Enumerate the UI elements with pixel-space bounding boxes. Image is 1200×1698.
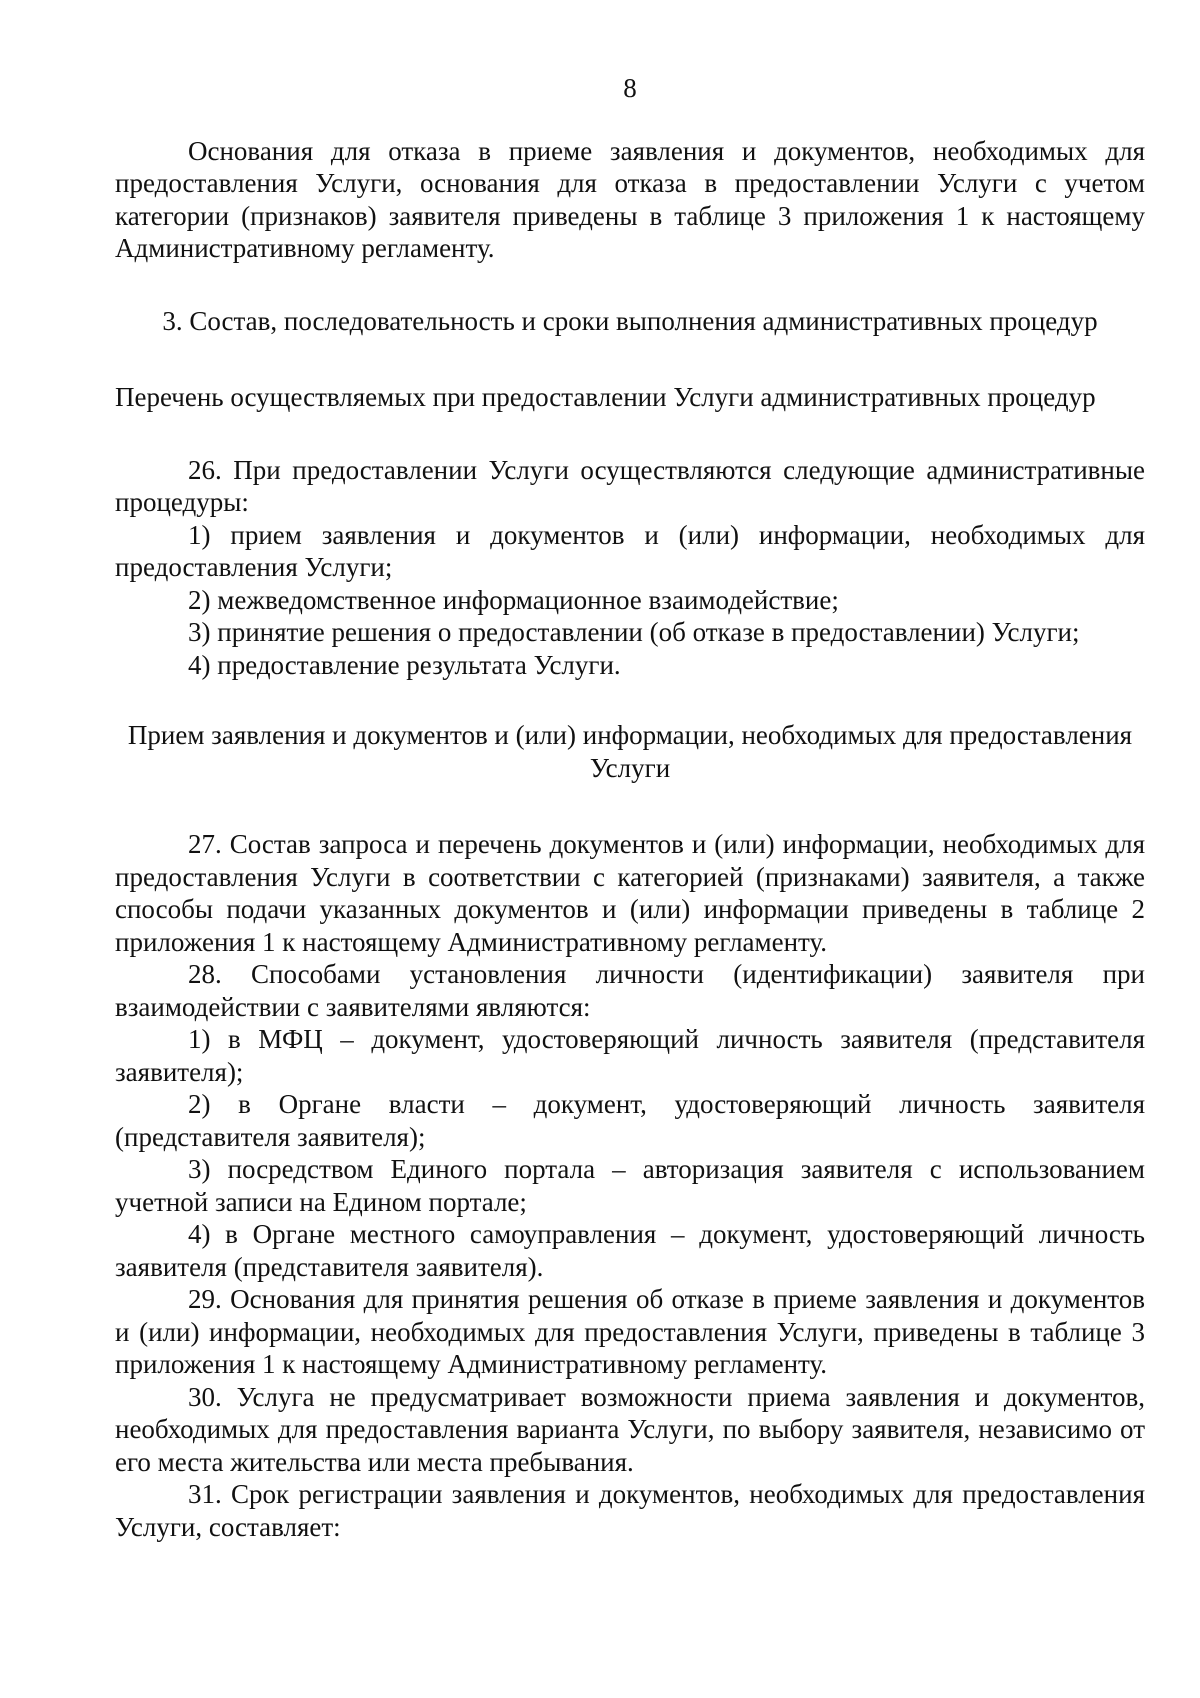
list-item: 2) в Органе власти – документ, удостоверяющий личность заявителя (представителя заявителя);: [115, 1089, 1145, 1152]
list-item: 2) межведомственное информационное взаимодействие;: [188, 584, 839, 615]
paragraph-30: 30. Услуга не предусматривает возможности приема заявления и документов, необходимых для предоставления варианта Услуги, по выбору заявителя, независимо от его места жительства или места пребывания.: [115, 1381, 1145, 1477]
list-item: 3) посредством Единого портала – авторизация заявителя с использованием учетной записи на Едином портале;: [115, 1154, 1145, 1217]
intro-paragraph: Основания для отказа в приеме заявления и документов, необходимых для предоставления Услуги, основания для отказа в предоставлении Услуги с учетом категории (признаков) заявителя приведены в таблице 3 приложения 1 к настоящему Административному регламенту.: [115, 135, 1145, 263]
list-item: 4) в Органе местного самоуправления – документ, удостоверяющий личность заявителя (представителя заявителя).: [115, 1219, 1145, 1282]
document-page: [115, 72, 1145, 1543]
paragraph-27: 27. Состав запроса и перечень документов и (или) информации, необходимых для предоставления Услуги в соответствии с категорией (признаками) заявителя, а также способы подачи указанных документов и (или) информации приведены в таблице 2 приложения 1 к настоящему Административному регламенту.: [115, 829, 1145, 957]
list-item: 1) в МФЦ – документ, удостоверяющий личность заявителя (представителя заявителя);: [115, 1024, 1145, 1087]
paragraph-31: 31. Срок регистрации заявления и документов, необходимых для предоставления Услуги, составляет:: [115, 1479, 1145, 1542]
paragraph-26: 26. При предоставлении Услуги осуществляются следующие административные процедуры:: [115, 454, 1145, 517]
list-item: 3) принятие решения о предоставлении (об отказе в предоставлении) Услуги;: [188, 617, 1080, 647]
paragraph-29: 29. Основания для принятия решения об отказе в приеме заявления и документов и (или) информации, необходимых для предоставления Услуги, приведены в таблице 3 приложения 1 к настоящему Административному регламенту.: [115, 1284, 1145, 1379]
list-item: 1) прием заявления и документов и (или) информации, необходимых для предоставления Услуги;: [115, 519, 1145, 582]
section-subheading: Перечень осуществляемых при предоставлении Услуги административных процедур: [115, 382, 1096, 412]
list-item: 4) предоставление результата Услуги.: [188, 649, 621, 680]
section-heading: 3. Состав, последовательность и сроки выполнения административных процедур: [162, 305, 1098, 336]
subsection-heading: Прием заявления и документов и (или) информации, необходимых для предоставления Услуги: [127, 720, 1133, 783]
page-number: 8: [623, 73, 637, 103]
paragraph-28: 28. Способами установления личности (идентификации) заявителя при взаимодействии с заявителями являются:: [115, 959, 1145, 1022]
